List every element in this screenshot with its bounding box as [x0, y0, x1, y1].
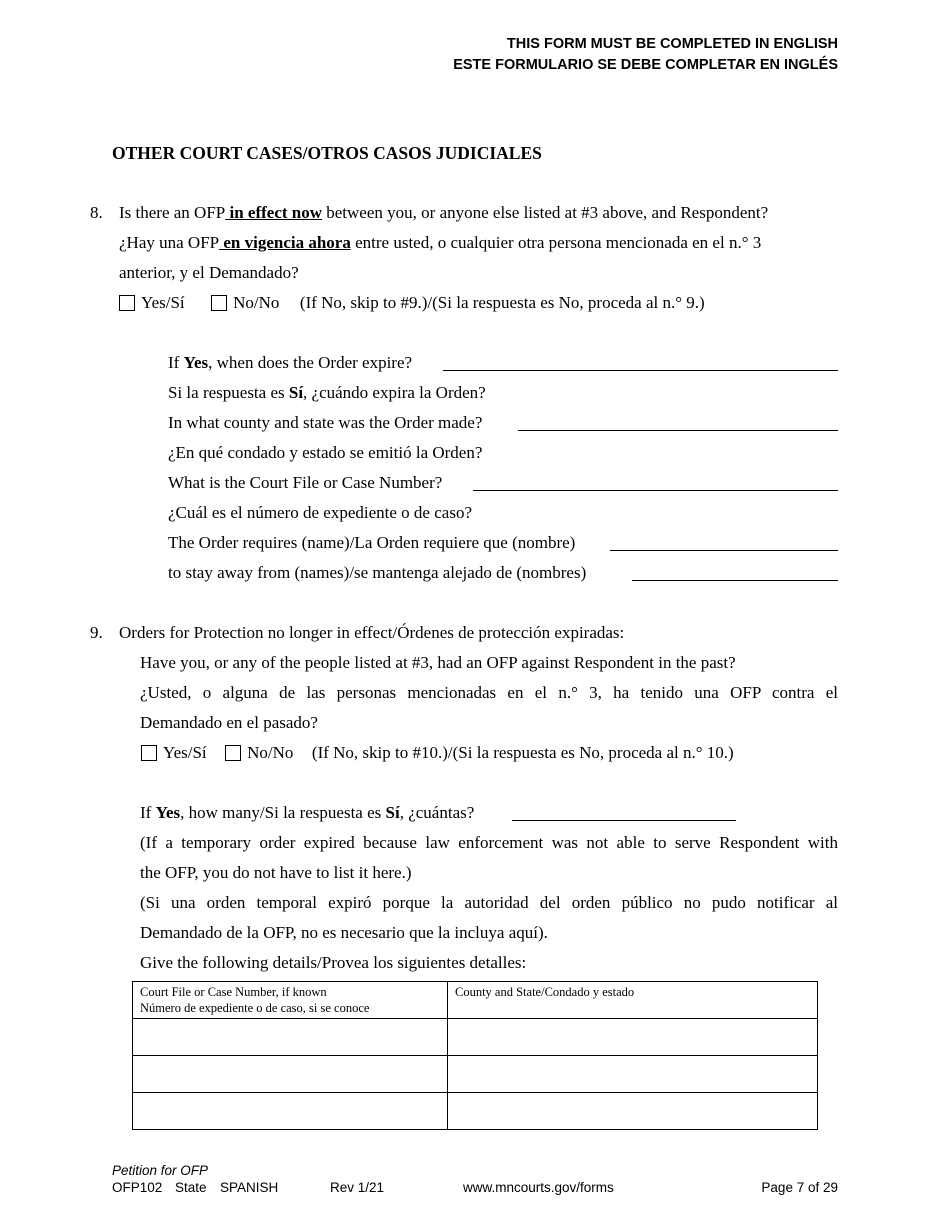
table-header-case-number: Court File or Case Number, if known Número de expediente o de caso, si se conoce: [133, 982, 448, 1019]
q9-note-es-2: Demandado de la OFP, no es necesario que la incluya aquí).: [140, 923, 548, 942]
q8-case-field[interactable]: [473, 490, 838, 491]
table-cell-case-number[interactable]: [133, 1019, 448, 1056]
header-english-notice: THIS FORM MUST BE COMPLETED IN ENGLISH: [506, 36, 838, 52]
q9-howmany-question: If Yes, how many/Si la respuesta es Sí, ¿cuántas?: [140, 803, 475, 822]
header-spanish-notice: ESTE FORMULARIO SE DEBE COMPLETAR EN INGLÉS: [453, 57, 838, 73]
q9-howmany-field[interactable]: [512, 820, 736, 821]
table-cell-county-state[interactable]: [448, 1019, 818, 1056]
q8-question-es: ¿Hay una OFP en vigencia ahora entre usted, o cualquier otra persona mencionada en el n.° 3: [119, 233, 762, 252]
q8-yes-checkbox[interactable]: [119, 295, 135, 311]
q8-number: 8.: [90, 203, 103, 222]
table-row: [133, 1019, 818, 1056]
table-cell-county-state[interactable]: [448, 1056, 818, 1093]
q8-no-checkbox[interactable]: [211, 295, 227, 311]
q9-no-label: No/No: [247, 743, 294, 762]
footer-url[interactable]: www.mncourts.gov/forms: [463, 1180, 614, 1195]
q9-past-question-es-cont: Demandado en el pasado?: [140, 713, 318, 732]
footer-state: State: [175, 1180, 207, 1195]
q9-past-question-es: ¿Usted, o alguna de las personas mencionadas en el n.° 3, ha tenido una OFP contra el: [140, 683, 838, 702]
q9-past-question: Have you, or any of the people listed at #3, had an OFP against Respondent in the past?: [140, 653, 736, 672]
table-cell-case-number[interactable]: [133, 1093, 448, 1130]
q8-question-en: Is there an OFP in effect now between you, or anyone else listed at #3 above, and Respondent?: [119, 203, 769, 222]
footer-page-number: Page 7 of 29: [761, 1180, 838, 1195]
q8-skip-note: (If No, skip to #9.)/(Si la respuesta es No, proceda al n.° 9.): [299, 293, 705, 312]
q9-no-checkbox[interactable]: [225, 745, 241, 761]
q8-case-question: What is the Court File or Case Number?: [168, 473, 443, 492]
q8-stay-away-question: to stay away from (names)/se mantenga alejado de (nombres): [168, 563, 587, 582]
table-header-county-state: County and State/Condado y estado: [448, 982, 818, 1019]
q8-county-question-es: ¿En qué condado y estado se emitió la Orden?: [168, 443, 483, 462]
q9-note-en-2: the OFP, you do not have to list it here.): [140, 863, 412, 882]
q8-expire-field[interactable]: [443, 370, 838, 371]
q9-note-en-1: (If a temporary order expired because law enforcement was not able to serve Respondent with: [140, 833, 838, 852]
q8-case-question-es: ¿Cuál es el número de expediente o de caso?: [168, 503, 472, 522]
q8-county-field[interactable]: [518, 430, 838, 431]
q8-expire-question-es: Si la respuesta es Sí, ¿cuándo expira la Orden?: [168, 383, 486, 402]
q8-answer-row: [119, 293, 705, 313]
q9-number: 9.: [90, 623, 103, 642]
q9-details-intro: Give the following details/Provea los siguientes detalles:: [140, 953, 527, 972]
footer-form-title: Petition for OFP: [112, 1163, 209, 1178]
q8-expire-question: If Yes, when does the Order expire?: [168, 353, 413, 372]
table-cell-county-state[interactable]: [448, 1093, 818, 1130]
footer-form-code: OFP102: [112, 1180, 163, 1195]
q8-question-es-cont: anterior, y el Demandado?: [119, 263, 299, 282]
table-row: [133, 1093, 818, 1130]
footer-language: SPANISH: [220, 1180, 279, 1195]
q9-skip-note: (If No, skip to #10.)/(Si la respuesta es No, proceda al n.° 10.): [311, 743, 734, 762]
table-cell-case-number[interactable]: [133, 1056, 448, 1093]
q9-yes-checkbox[interactable]: [141, 745, 157, 761]
q9-yes-label: Yes/Sí: [163, 743, 207, 762]
q8-requires-field[interactable]: [610, 550, 838, 551]
q9-title: Orders for Protection no longer in effect/Órdenes de protección expiradas:: [119, 623, 625, 642]
q8-requires-question: The Order requires (name)/La Orden requiere que (nombre): [168, 533, 576, 552]
q8-stay-away-field[interactable]: [632, 580, 838, 581]
q9-note-es-1: (Si una orden temporal expiró porque la autoridad del orden público no pudo notificar al: [140, 893, 838, 912]
table-row: [133, 1056, 818, 1093]
q8-county-question: In what county and state was the Order made?: [168, 413, 483, 432]
q9-answer-row: [141, 743, 734, 763]
table-header-row: [133, 982, 818, 1019]
prior-ofp-details-table: [132, 981, 818, 1130]
q8-yes-label: Yes/Sí: [141, 293, 185, 312]
q8-no-label: No/No: [233, 293, 280, 312]
section-title: OTHER COURT CASES/OTROS CASOS JUDICIALES: [112, 143, 542, 163]
footer-revision: Rev 1/21: [330, 1180, 385, 1195]
